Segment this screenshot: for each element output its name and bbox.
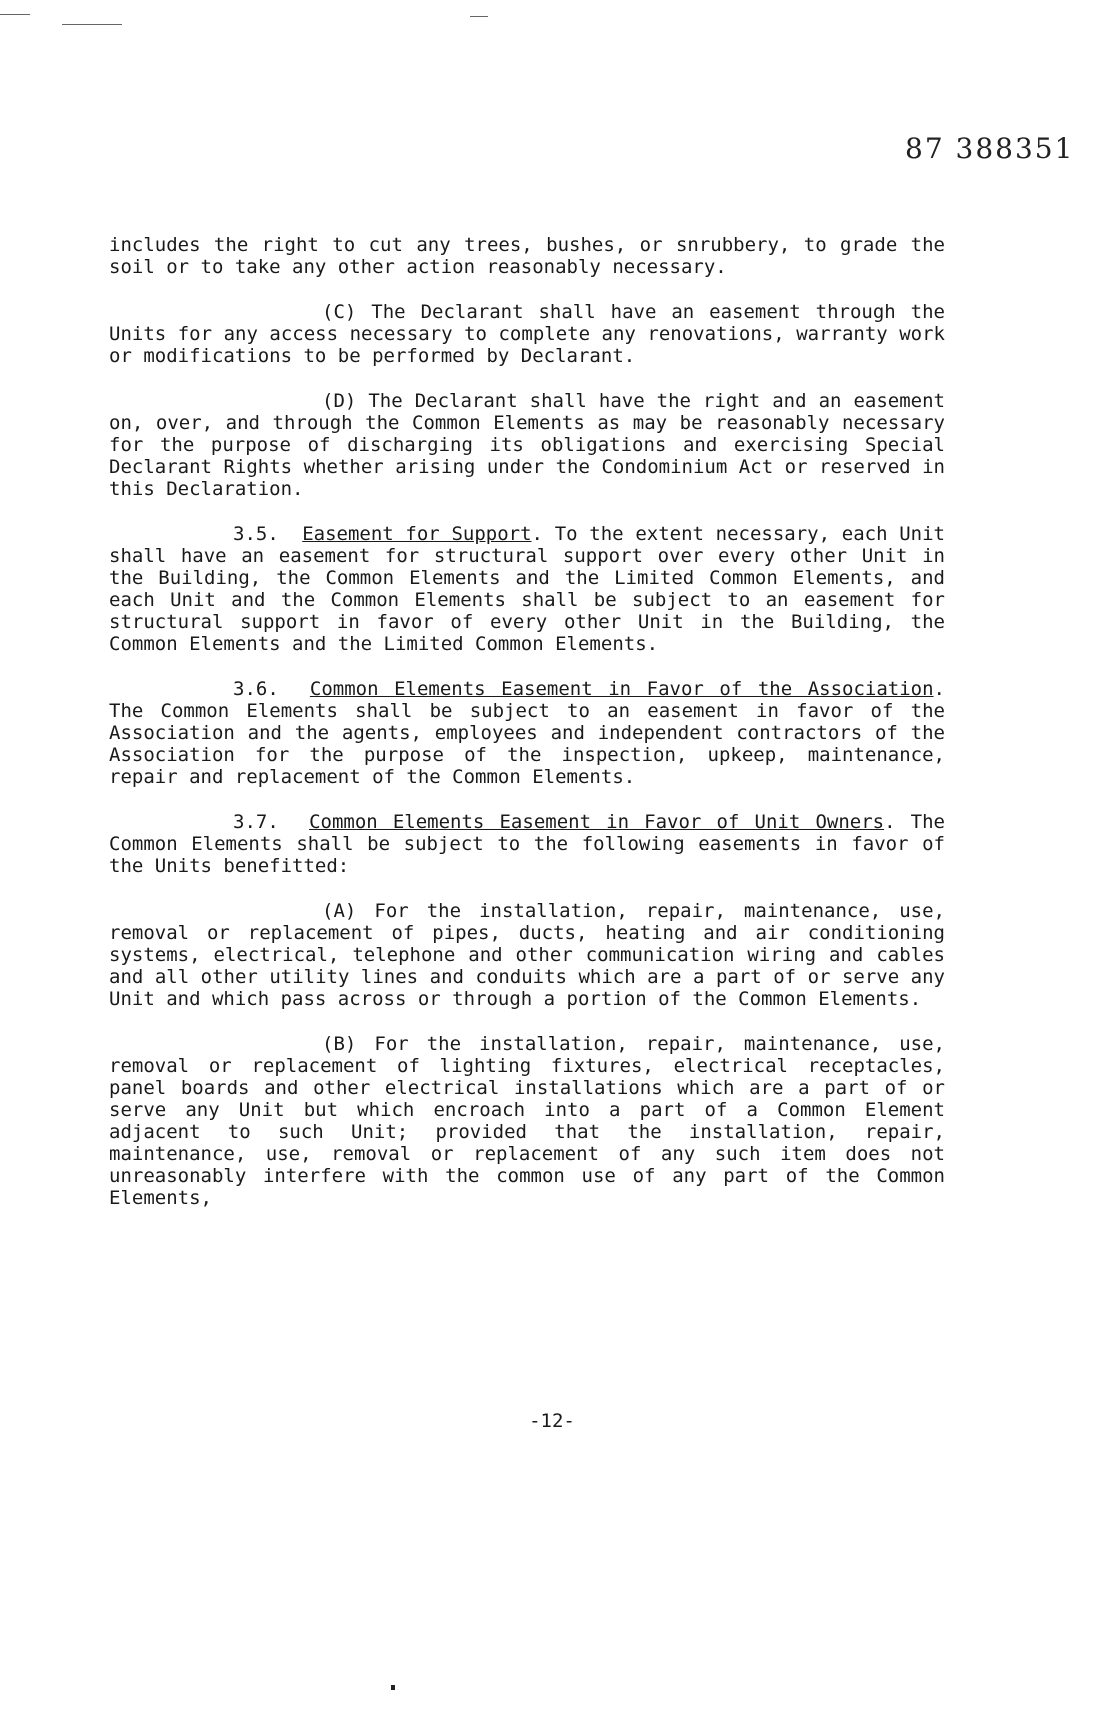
section-heading: Common Elements Easement in Favor of Unit Owners	[309, 811, 885, 833]
document-number-stamp: 87 388351	[905, 132, 1075, 165]
document-body	[109, 234, 945, 1232]
paragraph-label: (C)	[322, 301, 357, 323]
paragraph-label: (A)	[322, 900, 357, 922]
paragraph-b: (B) For the installation, repair, maintenance, use, removal or replacement of lighting fixtures, electrical receptacles, panel boards and other electrical installations which are a part of or serve any Unit but which encroach into a part of a Common Element adjacent to such Unit; provided that the installation, repair, maintenance, use, removal or replacement of any such item does not unreasonably interfere with the common use of any part of the Common Elements,	[109, 1033, 945, 1209]
section-3-6: 3.6. Common Elements Easement in Favor of the Association. The Common Elements shall be subject to an easement in favor of the Association and the agents, employees and independent contractors of the Association for the purpose of the inspection, upkeep, maintenance, repair and replacement of the Common Elements.	[109, 678, 945, 788]
scan-artifact	[470, 16, 488, 17]
paragraph-continuation: includes the right to cut any trees, bushes, or snrubbery, to grade the soil or to take any other action reasonably necessary.	[109, 234, 945, 278]
paragraph-label: (B)	[322, 1033, 357, 1055]
paragraph-d: (D) The Declarant shall have the right and an easement on, over, and through the Common Elements as may be reasonably necessary for the purpose of discharging its obligations and exercising Special Declarant Rights whether arising under the Condominium Act or reserved in this Declaration.	[109, 390, 945, 500]
scan-artifact	[391, 1685, 395, 1690]
section-number: 3.7.	[233, 811, 279, 833]
section-heading: Easement for Support	[302, 523, 532, 545]
scan-artifact	[62, 24, 122, 25]
page-number: -12-	[529, 1410, 575, 1432]
scan-artifact	[0, 14, 30, 15]
paragraph-label: (D)	[322, 390, 357, 412]
paragraph-a: (A) For the installation, repair, maintenance, use, removal or replacement of pipes, ducts, heating and air conditioning systems, electrical, telephone and other communication wiring and cables and all other utility lines and conduits which are a part of or serve any Unit and which pass across or through a portion of the Common Elements.	[109, 900, 945, 1010]
section-number: 3.5.	[233, 523, 279, 545]
section-number: 3.6.	[233, 678, 279, 700]
section-3-7: 3.7. Common Elements Easement in Favor of Unit Owners. The Common Elements shall be subject to the following easements in favor of the Units benefitted:	[109, 811, 945, 877]
section-heading: Common Elements Easement in Favor of the Association	[309, 678, 934, 700]
paragraph-c: (C) The Declarant shall have an easement through the Units for any access necessary to complete any renovations, warranty work or modifications to be performed by Declarant.	[109, 301, 945, 367]
section-3-5: 3.5. Easement for Support. To the extent necessary, each Unit shall have an easement for structural support over every other Unit in the Building, the Common Elements and the Limited Common Elements, and each Unit and the Common Elements shall be subject to an easement for structural support in favor of every other Unit in the Building, the Common Elements and the Limited Common Elements.	[109, 523, 945, 655]
